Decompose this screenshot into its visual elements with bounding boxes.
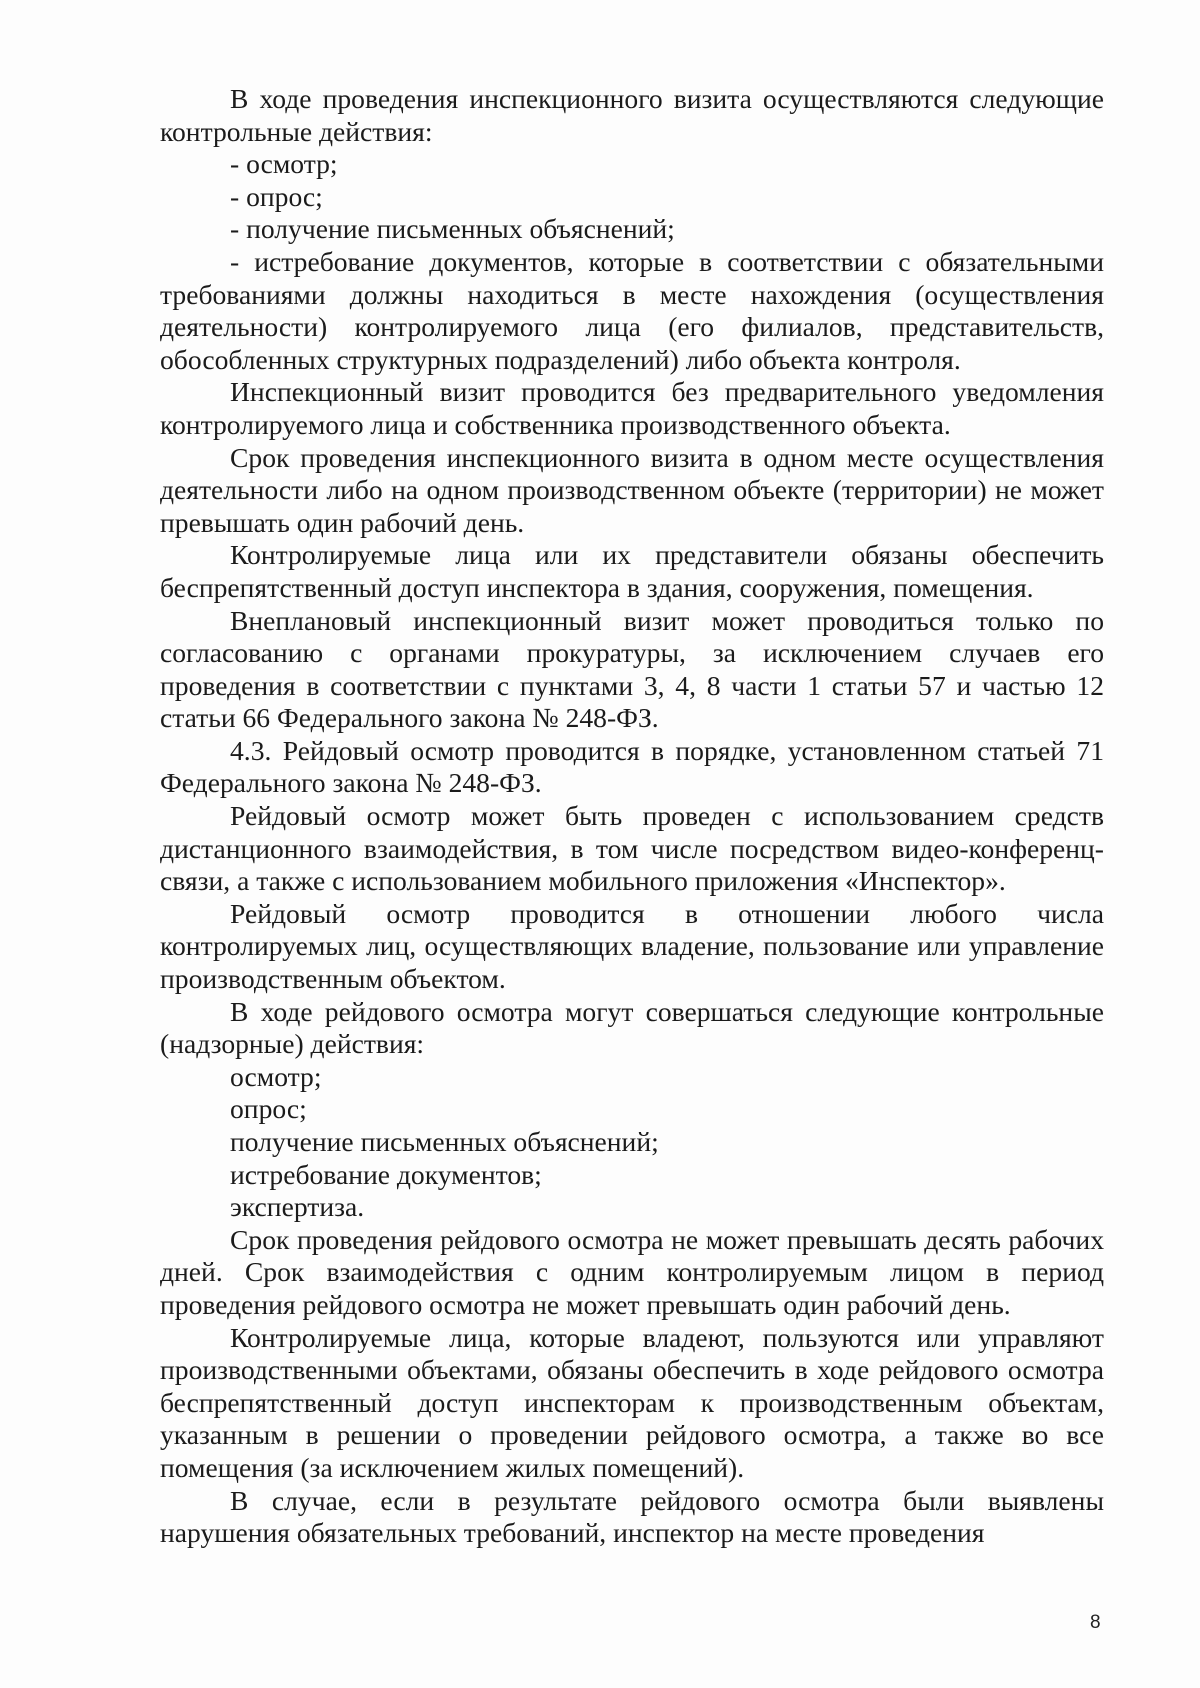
list-item: осмотр; (230, 1060, 322, 1092)
paragraph: Срок проведения рейдового осмотра не может превышать десять рабочих дней. Срок взаимодействия с одним контролируемым лицом в период проведения рейдового осмотра не может превышать один рабочий день. (160, 1223, 1104, 1320)
list-item: истребование документов; (230, 1158, 542, 1190)
list-item: - опрос; (230, 180, 323, 212)
paragraph: Внеплановый инспекционный визит может проводиться только по согласованию с органами прокуратуры, за исключением случаев его проведения в соответствии с пунктами 3, 4, 8 части 1 статьи 57 и частью 12 статьи 66 Федерального закона № 248-ФЗ. (160, 604, 1104, 734)
list-item: экспертиза. (230, 1191, 365, 1223)
paragraph: Контролируемые лица, которые владеют, пользуются или управляют производственными объектами, обязаны обеспечить в ходе рейдового осмотра беспрепятственный доступ инспекторам к производственным объектам, указанным в решении о проведении рейдового осмотра, а также во все помещения (за исключением жилых помещений). (160, 1321, 1104, 1483)
paragraph: В случае, если в результате рейдового осмотра были выявлены нарушения обязательных требований, инспектор на месте проведения (160, 1484, 1104, 1549)
paragraph: В ходе проведения инспекционного визита осуществляются следующие контрольные действия: (160, 83, 1104, 147)
paragraph: Инспекционный визит проводится без предварительного уведомления контролируемого лица и собственника производственного объекта. (160, 376, 1104, 440)
page-number: 8 (1090, 1612, 1101, 1633)
paragraph: - истребование документов, которые в соответствии с обязательными требованиями должны находиться в месте нахождения (осуществления деятельности) контролируемого лица (его филиалов, представительств, обособленных структурных подразделений) либо объекта контроля. (160, 245, 1104, 375)
list-item: опрос; (230, 1093, 307, 1125)
paragraph: Рейдовый осмотр проводится в отношении любого числа контролируемых лиц, осуществляющих владение, пользование или управление производственным объектом. (160, 897, 1104, 995)
list-item: - осмотр; (230, 148, 338, 180)
paragraph: В ходе рейдового осмотра могут совершаться следующие контрольные (надзорные) действия: (160, 995, 1104, 1060)
paragraph: Рейдовый осмотр может быть проведен с использованием средств дистанционного взаимодействия, в том числе посредством видео-конференц-связи, а также с использованием мобильного приложения «Инспектор». (160, 800, 1104, 897)
list-item: - получение письменных объяснений; (230, 213, 675, 245)
paragraph: Срок проведения инспекционного визита в одном месте осуществления деятельности либо на одном производственном объекте (территории) не может превышать один рабочий день. (160, 441, 1104, 538)
paragraph: Контролируемые лица или их представители обязаны обеспечить беспрепятственный доступ инспектора в здания, сооружения, помещения. (160, 539, 1104, 603)
list-item: получение письменных объяснений; (230, 1126, 659, 1157)
paragraph: 4.3. Рейдовый осмотр проводится в порядке, установленном статьей 71 Федерального закона № 248-ФЗ. (160, 734, 1104, 799)
document-body (160, 83, 1104, 1550)
